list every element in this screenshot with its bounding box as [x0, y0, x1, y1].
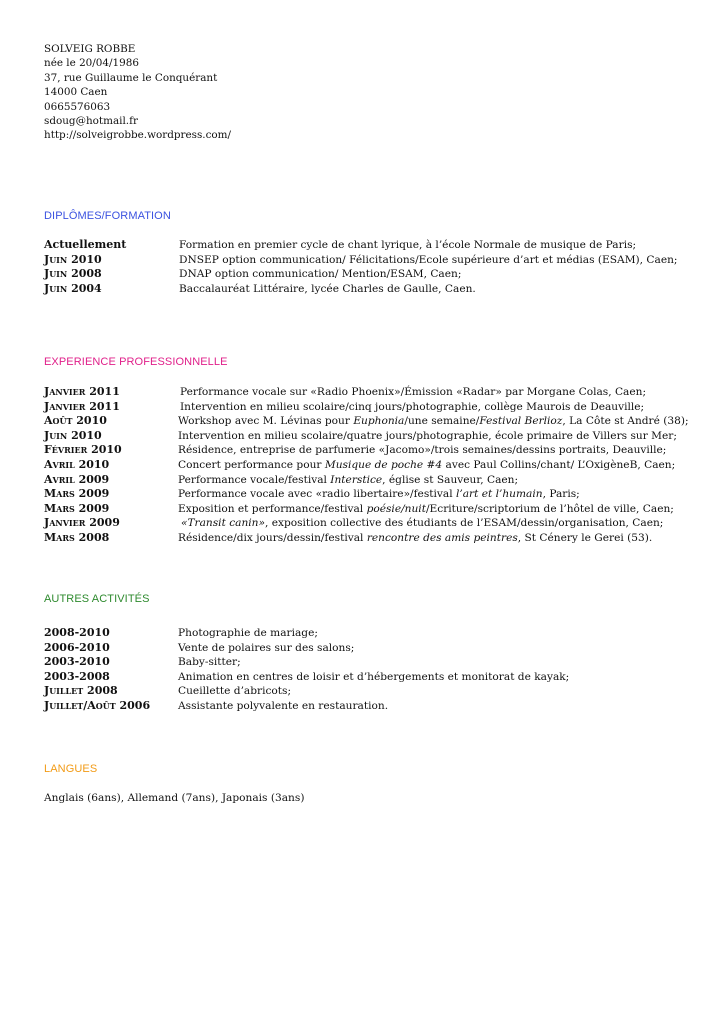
langues-text: Anglais (6ans), Allemand (7ans), Japonais (3ans): [44, 792, 305, 804]
italic-title: Interstice: [330, 473, 383, 486]
experience-list: [44, 385, 714, 546]
list-item: [44, 626, 714, 641]
item-date: Janvier 2011: [44, 385, 120, 398]
item-text: Animation en centres de loisir et d’hébergements et monitorat de kayak;: [178, 670, 570, 683]
item-text: Photographie de mariage;: [178, 627, 318, 639]
item-date: Juin 2004: [44, 281, 102, 295]
item-date: Août 2010: [44, 414, 107, 428]
list-item: [44, 238, 714, 253]
item-text: Formation en premier cycle de chant lyrique, à l’école Normale de musique de Paris;: [179, 239, 637, 251]
item-text: [181, 516, 663, 531]
list-item: [44, 385, 714, 400]
item-text: [178, 502, 674, 517]
italic-title: Festival Berlioz: [479, 415, 563, 428]
item-text: Intervention en milieu scolaire/quatre jours/photographie, école primaire de Villers sur Mer;: [178, 429, 677, 442]
text-part: Workshop avec M. Lévinas pour: [178, 415, 354, 428]
item-date: Mars 2009: [44, 487, 110, 501]
italic-title: rencontre des amis peintres: [366, 531, 518, 544]
langues-heading: LANGUES: [44, 763, 98, 775]
item-text: Intervention en milieu scolaire/cinq jours/photographie, collège Maurois de Deauville;: [180, 400, 645, 413]
activites-list: [44, 626, 714, 714]
item-text: Vente de polaires sur des salons;: [178, 641, 355, 654]
list-item: [44, 267, 714, 282]
text-part: Exposition et performance/festival: [178, 502, 367, 515]
item-date: Juin 2008: [44, 267, 102, 281]
italic-title: poésie/nuit: [366, 502, 426, 515]
list-item: [44, 400, 714, 415]
item-text: Performance vocale sur «Radio Phoenix»/Émission «Radar» par Morgane Colas, Caen;: [180, 386, 647, 398]
item-text: [178, 473, 518, 488]
text-part: Performance vocale/festival: [178, 473, 331, 486]
item-date: Avril 2010: [44, 457, 110, 471]
item-date: Janvier 2009: [44, 516, 120, 530]
list-item: [44, 502, 714, 517]
text-part: , église st Sauveur, Caen;: [382, 473, 519, 486]
item-date: Juin 2010: [44, 428, 102, 442]
item-date: 2006-2010: [44, 640, 110, 654]
text-part: , St Cénery le Gerei (53).: [517, 531, 653, 544]
list-item: [44, 414, 714, 429]
item-text: Résidence, entreprise de parfumerie «Jacomo»/trois semaines/dessins portraits, Deauville;: [178, 444, 667, 457]
list-item: [44, 458, 714, 473]
item-text: Cueillette d’abricots;: [178, 685, 292, 698]
item-text: DNAP option communication/ Mention/ESAM, Caen;: [179, 268, 462, 281]
diplomes-list: [44, 238, 714, 296]
contact-birth: née le 20/04/1986: [44, 57, 139, 70]
item-date: Janvier 2011: [44, 399, 120, 413]
item-date: 2003-2008: [44, 669, 110, 683]
item-date: Juillet 2008: [44, 684, 118, 698]
list-item: [44, 282, 714, 297]
list-item: [44, 531, 714, 546]
list-item: [44, 655, 714, 670]
item-text: DNSEP option communication/ Félicitations/Ecole supérieure d’art et médias (ESAM), Caen;: [179, 253, 678, 266]
item-text: [178, 414, 689, 429]
contact-phone: 0665576063: [44, 100, 111, 113]
item-date: Juin 2010: [44, 252, 102, 266]
italic-title: Musique de poche #4: [324, 458, 443, 471]
contact-email: sdoug@hotmail.fr: [44, 115, 138, 128]
italic-title: l’art et l’humain: [455, 488, 543, 501]
text-part: /une semaine/: [404, 415, 480, 428]
text-part: /Ecriture/scriptorium de l’hôtel de ville, Caen;: [425, 502, 674, 515]
contact-block: [44, 42, 231, 143]
experience-heading: EXPERIENCE PROFESSIONNELLE: [44, 356, 228, 368]
item-date: 2008-2010: [44, 626, 110, 639]
text-part: , exposition collective des étudiants de l’ESAM/dessin/organisation, Caen;: [264, 517, 664, 530]
list-item: [44, 443, 714, 458]
list-item: [44, 473, 714, 488]
list-item: [44, 670, 714, 685]
list-item: [44, 487, 714, 502]
item-text: Baby-sitter;: [178, 656, 241, 669]
text-part: , La Côte st André (38);: [562, 415, 689, 428]
text-part: Performance vocale avec «radio libertaire»/festival: [178, 488, 456, 501]
list-item: [44, 429, 714, 444]
list-item: [44, 253, 714, 268]
list-item: [44, 699, 714, 714]
item-date: Mars 2008: [44, 530, 110, 544]
item-date: Juillet/Août 2006: [44, 698, 151, 712]
text-part: avec Paul Collins/chant/ L’OxigèneB, Caen;: [442, 458, 676, 471]
list-item: [44, 641, 714, 656]
contact-name: SOLVEIG ROBBE: [44, 43, 136, 55]
text-part: Concert performance pour: [178, 458, 325, 471]
contact-website: http://solveigrobbe.wordpress.com/: [44, 129, 232, 142]
list-item: [44, 516, 714, 531]
activites-heading: AUTRES ACTIVITÉS: [44, 593, 150, 605]
item-date: Avril 2009: [44, 472, 110, 486]
item-date: Mars 2009: [44, 501, 110, 515]
item-text: Baccalauréat Littéraire, lycée Charles de Gaulle, Caen.: [179, 282, 476, 295]
list-item: [44, 684, 714, 699]
italic-title: Euphonia: [353, 415, 405, 428]
contact-city: 14000 Caen: [44, 86, 108, 99]
item-date: Février 2010: [44, 443, 122, 457]
italic-title: «Transit canin»: [181, 517, 265, 530]
diplomes-heading: DIPLÔMES/FORMATION: [44, 210, 171, 222]
item-text: Assistante polyvalente en restauration.: [178, 699, 389, 712]
item-text: [178, 458, 675, 473]
item-date: 2003-2010: [44, 655, 110, 669]
item-text: [178, 487, 580, 502]
text-part: Résidence/dix jours/dessin/festival: [178, 531, 367, 544]
text-part: , Paris;: [542, 488, 580, 501]
item-text: [178, 531, 652, 546]
contact-street: 37, rue Guillaume le Conquérant: [44, 71, 218, 84]
item-date: Actuellement: [44, 238, 127, 251]
